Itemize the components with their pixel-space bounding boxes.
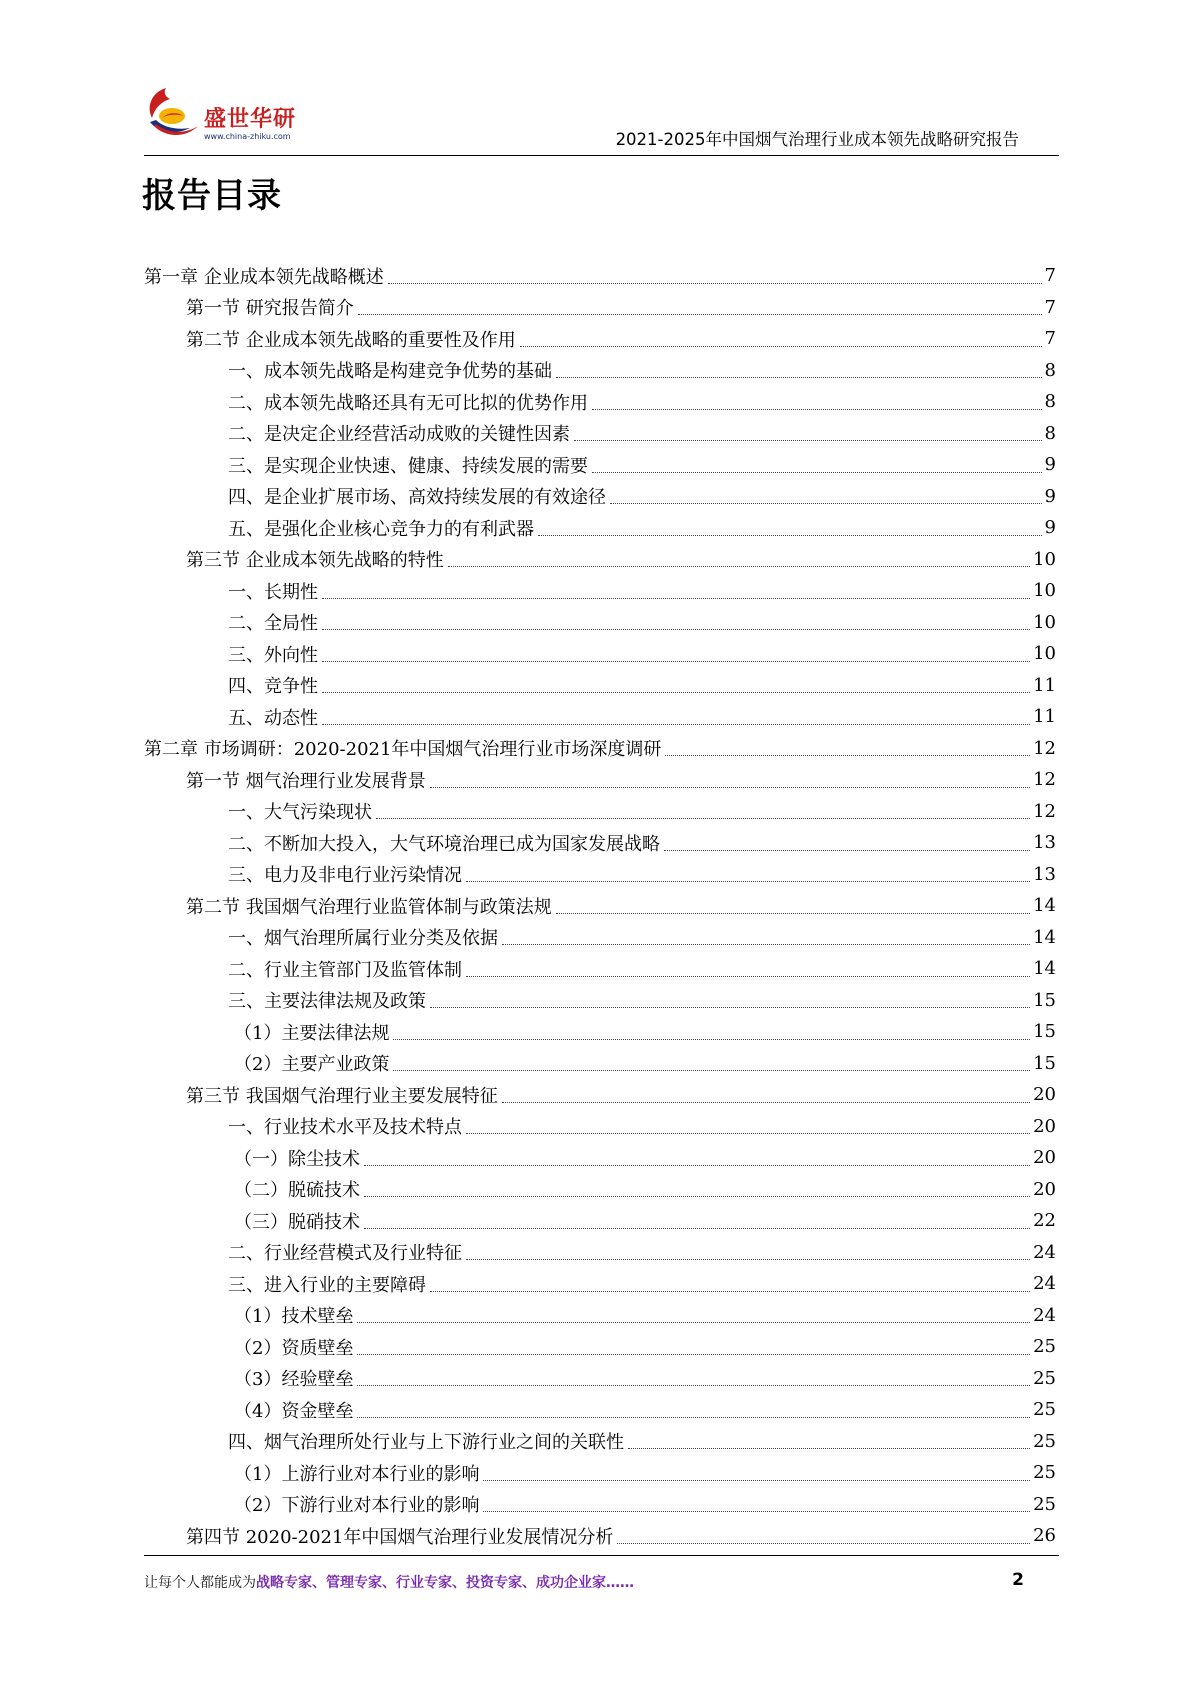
toc-entry-title: 第二节 我国烟气治理行业监管体制与政策法规 [186,896,552,918]
toc-entry-page: 12 [1033,800,1056,822]
toc-entry-page: 25 [1033,1462,1056,1484]
toc-dot-leader [357,1352,1030,1355]
toc-entry-page: 7 [1044,296,1056,318]
toc-entry-title: 二、行业经营模式及行业特征 [228,1243,462,1265]
toc-dot-leader [628,1446,1030,1449]
toc-dot-leader [364,1163,1030,1166]
toc-entry-page: 10 [1033,580,1056,602]
toc-entry[interactable] [144,1142,1056,1174]
toc-entry-page: 26 [1033,1525,1056,1547]
toc-entry[interactable] [144,859,1056,891]
logo-emblem-icon [144,82,206,144]
toc-dot-leader [483,1478,1030,1481]
toc-dot-leader [610,501,1042,504]
toc-entry[interactable] [144,733,1056,765]
toc-entry-page: 25 [1033,1336,1056,1358]
toc-dot-leader [466,1131,1030,1134]
toc-entry-title: 四、是企业扩展市场、高效持续发展的有效途径 [228,487,606,509]
toc-entry[interactable] [144,292,1056,324]
toc-entry[interactable] [144,386,1056,418]
toc-entry[interactable] [144,607,1056,639]
toc-entry[interactable] [144,1520,1056,1552]
logo-url: www.china-zhiku.com [204,132,291,141]
toc-dot-leader [364,1226,1030,1229]
toc-entry-title: 五、动态性 [228,707,318,729]
toc-entry-page: 11 [1033,674,1056,696]
toc-dot-leader [592,470,1042,473]
toc-entry-page: 20 [1033,1084,1056,1106]
footer-slogan-accent: 战略专家、管理专家、行业专家、投资专家、成功企业家…… [256,1575,634,1591]
toc-entry-page: 15 [1033,989,1056,1011]
toc-dot-leader [556,375,1042,378]
toc-entry-page: 12 [1033,737,1056,759]
toc-entry[interactable] [144,1237,1056,1269]
toc-entry-title: 一、长期性 [228,581,318,603]
toc-dot-leader [502,942,1030,945]
toc-entry-page: 25 [1033,1493,1056,1515]
toc-entry-title: 三、电力及非电行业污染情况 [228,865,462,887]
toc-entry[interactable] [144,323,1056,355]
toc-entry-title: 第二节 企业成本领先战略的重要性及作用 [186,329,516,351]
toc-entry-title: 二、成本领先战略还具有无可比拟的优势作用 [228,392,588,414]
toc-entry[interactable] [144,701,1056,733]
toc-entry-title: （三）脱硝技术 [234,1211,360,1233]
toc-entry[interactable] [144,512,1056,544]
toc-entry-title: （2）主要产业政策 [234,1054,390,1076]
toc-entry-title: 三、进入行业的主要障碍 [228,1274,426,1296]
toc-entry[interactable] [144,1205,1056,1237]
toc-entry-title: 第一节 烟气治理行业发展背景 [186,770,426,792]
page-title: 报告目录 [142,176,282,216]
footer-slogan-lead: 让每个人都能成为 [144,1575,256,1591]
toc-dot-leader [357,1383,1030,1386]
toc-entry-page: 9 [1044,454,1056,476]
logo-text: 盛世华研 [204,107,297,132]
toc-entry-page: 15 [1033,1021,1056,1043]
toc-entry[interactable] [144,638,1056,670]
toc-entry-title: 二、是决定企业经营活动成败的关键性因素 [228,424,570,446]
toc-entry[interactable] [144,1300,1056,1332]
toc-dot-leader [430,1005,1030,1008]
toc-entry-title: 一、大气污染现状 [228,802,372,824]
toc-entry[interactable] [144,1457,1056,1489]
toc-entry-page: 10 [1033,643,1056,665]
toc-entry[interactable] [144,260,1056,292]
toc-entry[interactable] [144,418,1056,450]
page-number: 2 [1012,1570,1024,1590]
toc-entry-title: （二）脱硫技术 [234,1180,360,1202]
toc-entry-page: 11 [1033,706,1056,728]
toc-entry-page: 20 [1033,1178,1056,1200]
toc-entry-title: 三、主要法律法规及政策 [228,991,426,1013]
toc-entry[interactable] [144,953,1056,985]
toc-entry-page: 10 [1033,611,1056,633]
toc-entry[interactable] [144,355,1056,387]
toc-entry-page: 15 [1033,1052,1056,1074]
toc-dot-leader [574,438,1042,441]
toc-dot-leader [430,1289,1030,1292]
toc-entry-title: 二、全局性 [228,613,318,635]
toc-entry[interactable] [144,764,1056,796]
toc-entry[interactable] [144,985,1056,1017]
toc-entry-title: 二、不断加大投入，大气环境治理已成为国家发展战略 [228,833,660,855]
report-title: 2021-2025年中国烟气治理行业成本领先战略研究报告 [615,130,1019,149]
toc-dot-leader [322,659,1030,662]
toc-entry-page: 25 [1033,1399,1056,1421]
toc-entry-page: 8 [1044,422,1056,444]
toc-entry-page: 20 [1033,1147,1056,1169]
toc-entry-title: （1）上游行业对本行业的影响 [234,1463,480,1485]
toc-entry[interactable] [144,827,1056,859]
toc-dot-leader [556,911,1030,914]
toc-entry[interactable] [144,922,1056,954]
toc-entry[interactable] [144,1016,1056,1048]
toc-dot-leader [364,1194,1030,1197]
toc-entry-page: 14 [1033,895,1056,917]
header-divider [144,155,1059,156]
toc-entry-page: 14 [1033,926,1056,948]
toc-entry[interactable] [144,1174,1056,1206]
toc-entry-title: （3）经验壁垒 [234,1369,354,1391]
toc-entry-title: （2）下游行业对本行业的影响 [234,1495,480,1517]
toc-entry-title: 第三节 企业成本领先战略的特性 [186,550,444,572]
toc-dot-leader [322,596,1030,599]
toc-entry-page: 25 [1033,1367,1056,1389]
toc-entry-title: 四、竞争性 [228,676,318,698]
toc-entry[interactable] [144,1331,1056,1363]
toc-dot-leader [358,312,1042,315]
toc-entry-page: 14 [1033,958,1056,980]
toc-entry-title: 第一节 研究报告简介 [186,298,354,320]
toc-entry-title: 第一章 企业成本领先战略概述 [144,266,384,288]
toc-dot-leader [448,564,1030,567]
toc-entry-page: 9 [1044,485,1056,507]
toc-entry[interactable] [144,1489,1056,1521]
toc-entry-page: 13 [1033,863,1056,885]
toc-entry-page: 25 [1033,1430,1056,1452]
toc-dot-leader [393,1037,1030,1040]
toc-entry-title: （一）除尘技术 [234,1148,360,1170]
toc-entry-title: 第二章 市场调研：2020-2021年中国烟气治理行业市场深度调研 [144,739,662,761]
toc-entry-title: 一、行业技术水平及技术特点 [228,1117,462,1139]
toc-dot-leader [466,1257,1030,1260]
toc-entry[interactable] [144,796,1056,828]
toc-entry-page: 12 [1033,769,1056,791]
toc-entry-title: 三、外向性 [228,644,318,666]
toc-dot-leader [664,848,1030,851]
toc-dot-leader [393,1068,1030,1071]
toc-dot-leader [322,627,1030,630]
toc-dot-leader [520,344,1042,347]
toc-entry-page: 7 [1044,265,1056,287]
toc-entry-title: （1）主要法律法规 [234,1022,390,1044]
toc-entry[interactable] [144,1363,1056,1395]
page-header [0,0,1191,160]
toc-dot-leader [592,407,1042,410]
toc-dot-leader [376,816,1030,819]
toc-dot-leader [617,1541,1030,1544]
company-logo [144,82,319,152]
toc-entry-page: 13 [1033,832,1056,854]
toc-entry[interactable] [144,1394,1056,1426]
toc-entry[interactable] [144,481,1056,513]
toc-dot-leader [665,753,1030,756]
toc-entry-title: （1）技术壁垒 [234,1306,354,1328]
toc-dot-leader [388,281,1042,284]
toc-entry-page: 22 [1033,1210,1056,1232]
toc-dot-leader [466,974,1030,977]
toc-entry-page: 8 [1044,359,1056,381]
table-of-contents [144,260,1056,1552]
toc-entry[interactable] [144,1111,1056,1143]
page-footer [144,1568,1024,1596]
toc-entry[interactable] [144,670,1056,702]
toc-entry-title: （2）资质壁垒 [234,1337,354,1359]
toc-dot-leader [538,533,1042,536]
toc-dot-leader [430,785,1030,788]
toc-dot-leader [483,1509,1030,1512]
toc-entry[interactable] [144,544,1056,576]
toc-dot-leader [357,1320,1030,1323]
toc-entry-title: 五、是强化企业核心竞争力的有利武器 [228,518,534,540]
toc-dot-leader [322,690,1030,693]
toc-dot-leader [502,1100,1030,1103]
footer-slogan [144,1572,634,1592]
footer-divider [144,1555,1059,1556]
toc-entry-title: 第四节 2020-2021年中国烟气治理行业发展情况分析 [186,1526,614,1548]
toc-entry-page: 24 [1033,1241,1056,1263]
toc-entry-page: 8 [1044,391,1056,413]
toc-entry-title: 一、成本领先战略是构建竞争优势的基础 [228,361,552,383]
toc-entry-page: 9 [1044,517,1056,539]
toc-entry[interactable] [144,890,1056,922]
toc-entry[interactable] [144,1079,1056,1111]
toc-entry-title: 二、行业主管部门及监管体制 [228,959,462,981]
toc-entry-page: 20 [1033,1115,1056,1137]
toc-dot-leader [322,722,1030,725]
toc-entry[interactable] [144,1048,1056,1080]
toc-dot-leader [466,879,1030,882]
toc-entry[interactable] [144,575,1056,607]
toc-entry-page: 7 [1044,328,1056,350]
toc-entry-title: 一、烟气治理所属行业分类及依据 [228,928,498,950]
toc-entry[interactable] [144,1268,1056,1300]
toc-entry-page: 10 [1033,548,1056,570]
toc-entry-title: 第三节 我国烟气治理行业主要发展特征 [186,1085,498,1107]
toc-entry-title: 三、是实现企业快速、健康、持续发展的需要 [228,455,588,477]
toc-entry-page: 24 [1033,1304,1056,1326]
toc-dot-leader [357,1415,1030,1418]
toc-entry[interactable] [144,1426,1056,1458]
toc-entry-title: 四、烟气治理所处行业与上下游行业之间的关联性 [228,1432,624,1454]
toc-entry-title: （4）资金壁垒 [234,1400,354,1422]
toc-entry-page: 24 [1033,1273,1056,1295]
toc-entry[interactable] [144,449,1056,481]
